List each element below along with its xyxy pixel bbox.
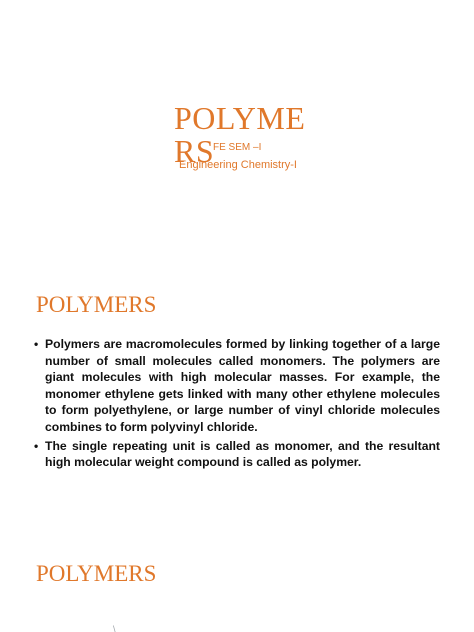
next-slide xyxy=(0,524,474,632)
cover-title-line2: RS xyxy=(174,133,215,169)
bullet-dot-icon: • xyxy=(34,337,39,351)
cover-subtitle-semester: FE SEM –I xyxy=(213,142,262,153)
title-slide xyxy=(0,0,474,264)
cover-subtitle-course: Engineering Chemistry-I xyxy=(179,159,297,171)
bullet-text: Polymers are macromolecules formed by linking together of a large number of small molecules called monomers. The polymers are giant molecules with high molecular masses. For example, the monomer ethylene gets linked with many other ethylene molecules to form polyethylene, or large number of vinyl chloride molecules combines to form polyvinyl chloride. xyxy=(45,337,440,434)
cover-title-line1: POLYME xyxy=(174,100,306,136)
bullet-item xyxy=(34,438,440,471)
bullet-dot-icon: • xyxy=(34,438,39,453)
bullet-item xyxy=(34,336,440,436)
bullet-list xyxy=(34,336,440,473)
slide-title: POLYMERS xyxy=(36,561,157,586)
content-slide xyxy=(0,264,474,524)
cursor-mark-icon: \ xyxy=(113,624,116,632)
slide-title: POLYMERS xyxy=(36,292,157,317)
bullet-text: The single repeating unit is called as monomer, and the resultant high molecular weight compound is called as polymer. xyxy=(45,438,440,470)
